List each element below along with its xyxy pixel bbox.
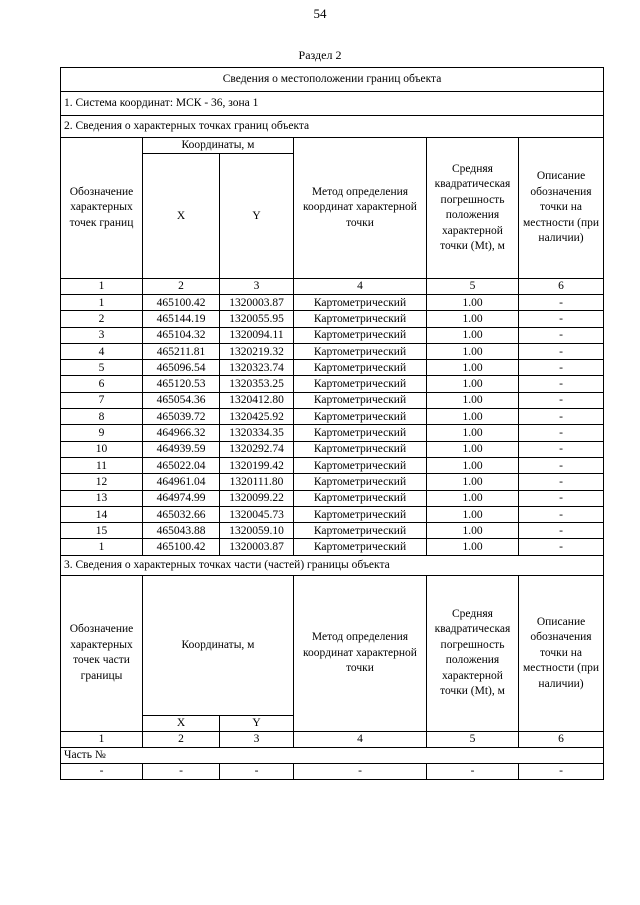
coordinate-system-row	[61, 92, 604, 116]
description: -	[519, 295, 604, 311]
coord-x: 464966.32	[143, 425, 220, 441]
description: -	[519, 376, 604, 392]
accuracy: 1.00	[427, 441, 519, 457]
method: Картометрический	[294, 539, 427, 555]
table-row	[61, 457, 604, 473]
point-number: 4	[61, 343, 143, 359]
method: Картометрический	[294, 474, 427, 490]
coord-x: 465054.36	[143, 392, 220, 408]
boundary-table	[60, 67, 604, 780]
method: Картометрический	[294, 457, 427, 473]
header-coordinates: Координаты, м	[143, 575, 294, 715]
section3-title: 3. Сведения о характерных точках части (частей) границы объекта	[61, 555, 604, 575]
point-number: 2	[61, 311, 143, 327]
header-x: X	[143, 154, 220, 279]
table-title-row	[61, 68, 604, 92]
table-row	[61, 409, 604, 425]
header-accuracy: Средняя квадратическая погрешность положения характерной точки (Mt), м	[427, 138, 519, 279]
description: -	[519, 474, 604, 490]
accuracy: 1.00	[427, 311, 519, 327]
coord-x: 465211.81	[143, 343, 220, 359]
col-number: 1	[61, 279, 143, 295]
header-y: Y	[220, 715, 294, 731]
header-description: Описание обозначения точки на местности (при наличии)	[519, 575, 604, 731]
table-row	[61, 441, 604, 457]
col-number: 3	[220, 731, 294, 747]
point-number: 1	[61, 295, 143, 311]
coord-y: 1320425.92	[220, 409, 294, 425]
description: -	[519, 311, 604, 327]
coord-x: 465104.32	[143, 327, 220, 343]
method: Картометрический	[294, 360, 427, 376]
section2-title: 2. Сведения о характерных точках границ объекта	[61, 116, 604, 138]
method: Картометрический	[294, 490, 427, 506]
method: Картометрический	[294, 343, 427, 359]
description: -	[519, 360, 604, 376]
coord-y: 1320219.32	[220, 343, 294, 359]
table-cell: -	[61, 763, 143, 779]
point-number: 14	[61, 506, 143, 522]
method: Картометрический	[294, 409, 427, 425]
description: -	[519, 327, 604, 343]
table-row	[61, 343, 604, 359]
coordinate-system: 1. Система координат: МСК - 36, зона 1	[61, 92, 604, 116]
coord-x: 465039.72	[143, 409, 220, 425]
coord-x: 465100.42	[143, 539, 220, 555]
accuracy: 1.00	[427, 523, 519, 539]
col-number: 5	[427, 279, 519, 295]
table-row	[61, 327, 604, 343]
coord-x: 465043.88	[143, 523, 220, 539]
coord-x: 464961.04	[143, 474, 220, 490]
accuracy: 1.00	[427, 409, 519, 425]
header-x: X	[143, 715, 220, 731]
col-number: 6	[519, 279, 604, 295]
coord-y: 1320055.95	[220, 311, 294, 327]
table-row	[61, 474, 604, 490]
coord-y: 1320334.35	[220, 425, 294, 441]
header-accuracy: Средняя квадратическая погрешность положения характерной точки (Mt), м	[427, 575, 519, 731]
part-label: Часть №	[61, 747, 604, 763]
section3-empty-row	[61, 763, 604, 779]
description: -	[519, 457, 604, 473]
col-number: 4	[294, 279, 427, 295]
coord-x: 465096.54	[143, 360, 220, 376]
coord-x: 464974.99	[143, 490, 220, 506]
table-row	[61, 506, 604, 522]
point-number: 5	[61, 360, 143, 376]
method: Картометрический	[294, 327, 427, 343]
coord-y: 1320045.73	[220, 506, 294, 522]
accuracy: 1.00	[427, 343, 519, 359]
table-row	[61, 376, 604, 392]
point-number: 11	[61, 457, 143, 473]
col-number: 2	[143, 731, 220, 747]
coord-y: 1320323.74	[220, 360, 294, 376]
accuracy: 1.00	[427, 490, 519, 506]
method: Картометрический	[294, 506, 427, 522]
table-cell: -	[427, 763, 519, 779]
point-number: 12	[61, 474, 143, 490]
coord-x: 465032.66	[143, 506, 220, 522]
point-number: 8	[61, 409, 143, 425]
coord-y: 1320111.80	[220, 474, 294, 490]
point-number: 3	[61, 327, 143, 343]
header-designation: Обозначение характерных точек границ	[61, 138, 143, 279]
accuracy: 1.00	[427, 376, 519, 392]
coord-y: 1320094.11	[220, 327, 294, 343]
coord-y: 1320353.25	[220, 376, 294, 392]
table-cell: -	[143, 763, 220, 779]
section3-column-numbers	[61, 731, 604, 747]
coord-x: 465144.19	[143, 311, 220, 327]
coord-y: 1320003.87	[220, 539, 294, 555]
point-number: 13	[61, 490, 143, 506]
accuracy: 1.00	[427, 327, 519, 343]
accuracy: 1.00	[427, 506, 519, 522]
table-row	[61, 392, 604, 408]
method: Картометрический	[294, 295, 427, 311]
coord-y: 1320199.42	[220, 457, 294, 473]
page-number: 54	[313, 6, 327, 21]
col-number: 1	[61, 731, 143, 747]
col-number: 5	[427, 731, 519, 747]
coord-x: 464939.59	[143, 441, 220, 457]
description: -	[519, 425, 604, 441]
part-label-row	[61, 747, 604, 763]
section-title: Раздел 2	[298, 48, 342, 62]
accuracy: 1.00	[427, 474, 519, 490]
accuracy: 1.00	[427, 392, 519, 408]
header-y: Y	[220, 154, 294, 279]
accuracy: 1.00	[427, 295, 519, 311]
table-row	[61, 539, 604, 555]
description: -	[519, 506, 604, 522]
point-number: 15	[61, 523, 143, 539]
header-method: Метод определения координат характерной точки	[294, 138, 427, 279]
description: -	[519, 409, 604, 425]
accuracy: 1.00	[427, 539, 519, 555]
table-cell: -	[294, 763, 427, 779]
table-row	[61, 295, 604, 311]
section2-title-row	[61, 116, 604, 138]
coord-x: 465100.42	[143, 295, 220, 311]
point-number: 1	[61, 539, 143, 555]
col-number: 6	[519, 731, 604, 747]
section3-header-row	[61, 575, 604, 715]
table-cell: -	[519, 763, 604, 779]
method: Картометрический	[294, 392, 427, 408]
section3-title-row	[61, 555, 604, 575]
table-row	[61, 523, 604, 539]
description: -	[519, 392, 604, 408]
header-coordinates: Координаты, м	[143, 138, 294, 154]
method: Картометрический	[294, 425, 427, 441]
accuracy: 1.00	[427, 425, 519, 441]
coord-x: 465120.53	[143, 376, 220, 392]
method: Картометрический	[294, 441, 427, 457]
method: Картометрический	[294, 523, 427, 539]
table-title: Сведения о местоположении границ объекта	[61, 68, 604, 92]
header-designation: Обозначение характерных точек части границы	[61, 575, 143, 731]
point-number: 7	[61, 392, 143, 408]
section2-header-row	[61, 138, 604, 154]
col-number: 4	[294, 731, 427, 747]
coord-y: 1320003.87	[220, 295, 294, 311]
accuracy: 1.00	[427, 457, 519, 473]
table-row	[61, 490, 604, 506]
point-number: 10	[61, 441, 143, 457]
point-number: 6	[61, 376, 143, 392]
description: -	[519, 539, 604, 555]
header-description: Описание обозначения точки на местности (при наличии)	[519, 138, 604, 279]
coord-y: 1320059.10	[220, 523, 294, 539]
coord-y: 1320412.80	[220, 392, 294, 408]
coord-y: 1320292.74	[220, 441, 294, 457]
method: Картометрический	[294, 376, 427, 392]
point-number: 9	[61, 425, 143, 441]
accuracy: 1.00	[427, 360, 519, 376]
col-number: 3	[220, 279, 294, 295]
description: -	[519, 490, 604, 506]
section2-column-numbers	[61, 279, 604, 295]
table-row	[61, 360, 604, 376]
coord-x: 465022.04	[143, 457, 220, 473]
table-row	[61, 425, 604, 441]
description: -	[519, 441, 604, 457]
table-cell: -	[220, 763, 294, 779]
table-row	[61, 311, 604, 327]
coord-y: 1320099.22	[220, 490, 294, 506]
col-number: 2	[143, 279, 220, 295]
method: Картометрический	[294, 311, 427, 327]
description: -	[519, 523, 604, 539]
header-method: Метод определения координат характерной точки	[294, 575, 427, 731]
description: -	[519, 343, 604, 359]
